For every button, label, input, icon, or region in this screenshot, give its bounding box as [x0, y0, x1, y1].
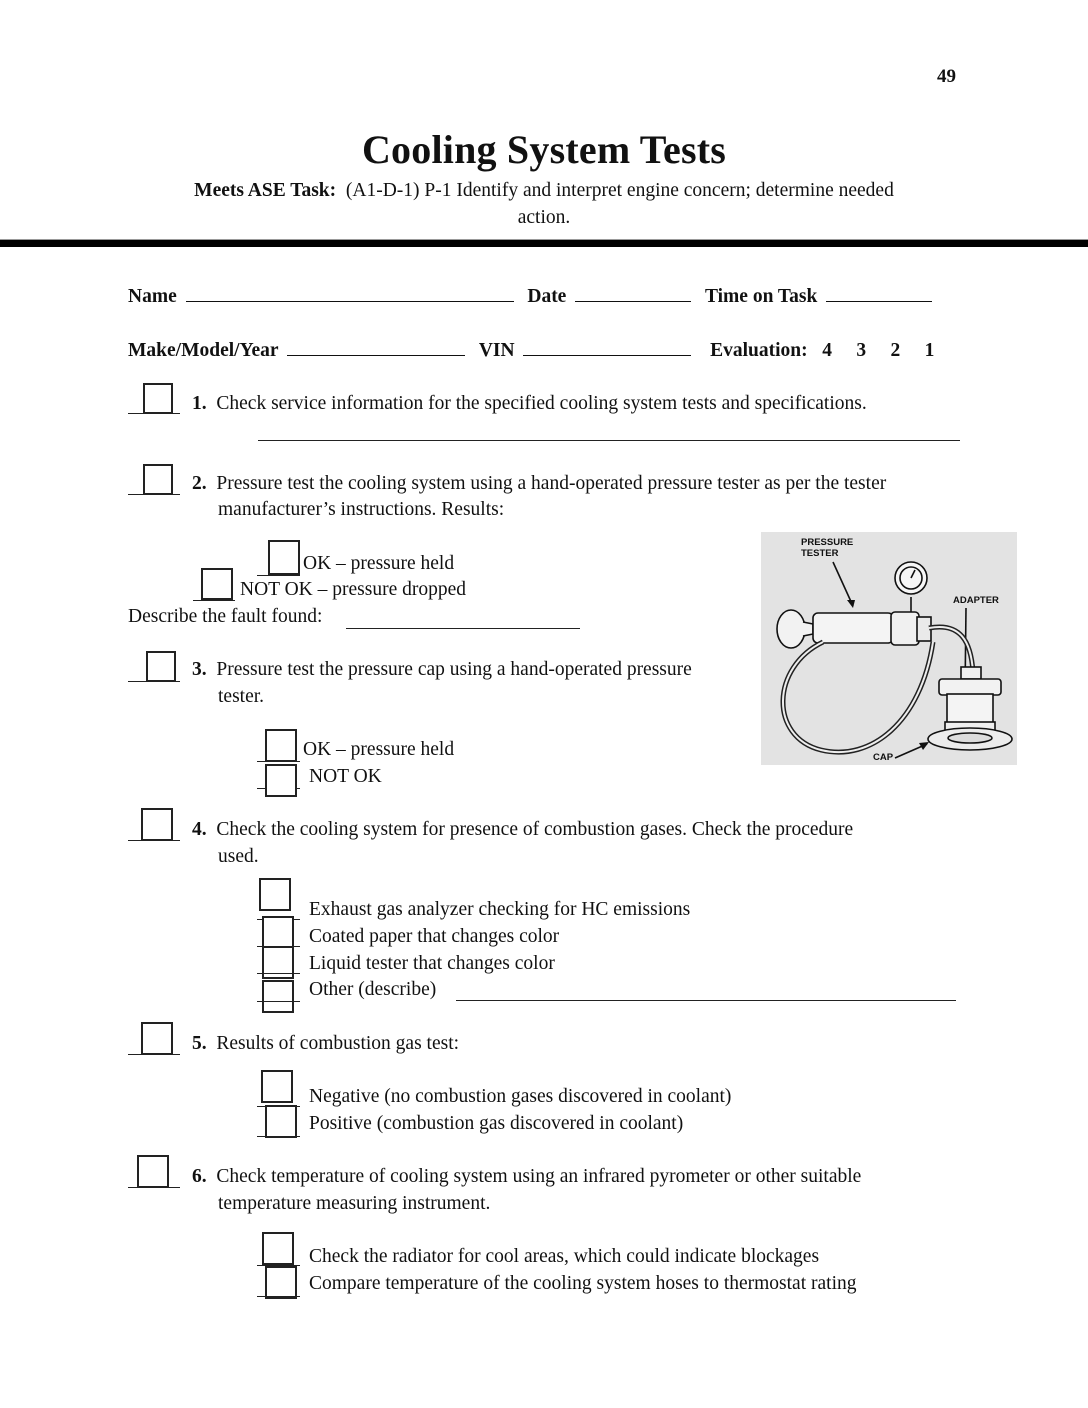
task-2-text-cont: manufacturer’s instructions. Results: [218, 499, 505, 520]
task-2-option-1-checkbox[interactable] [268, 540, 300, 575]
figure-label-adapter: ADAPTER [953, 595, 999, 606]
make-model-year-label: Make/Model/Year [128, 340, 279, 361]
page-title: Cooling System Tests [361, 127, 727, 172]
pressure-tester-figure [761, 532, 1017, 765]
pressure-tester-illustration [761, 532, 1017, 765]
time-on-task-label: Time on Task [704, 286, 818, 307]
task-5-option-2-underline [257, 1136, 300, 1137]
task-1-text: Check service information for the specified cooling system tests and specifications. [216, 393, 867, 414]
make-model-year-field[interactable] [287, 339, 465, 356]
task-1 [192, 391, 867, 417]
ase-task-label: Meets ASE Task: [194, 180, 337, 201]
info-row-2 [128, 339, 934, 362]
task-5-option-1-label: Negative (no combustion gases discovered in coolant) [309, 1086, 732, 1107]
task-5-checkbox[interactable] [141, 1022, 173, 1055]
task-3-option-1-checkbox[interactable] [265, 729, 297, 762]
task-4-text-cont: used. [218, 846, 259, 867]
task-5-option-2-label: Positive (combustion gas discovered in coolant) [309, 1113, 684, 1134]
task-5-option-2-checkbox[interactable] [265, 1105, 297, 1138]
header-divider [0, 239, 1088, 247]
ase-task-text-cont: action. [517, 207, 571, 228]
evaluation-option-3[interactable]: 3 [856, 340, 867, 361]
task-2-option-1-underline [257, 575, 300, 576]
task-4-option-1-checkbox[interactable] [259, 878, 291, 911]
ase-task [140, 177, 948, 231]
task-3-number: 3. [192, 659, 207, 680]
task-4-option-3-checkbox[interactable] [262, 946, 294, 979]
task-4-other-describe-line[interactable] [456, 1000, 956, 1001]
figure-label-pressure: PRESSURE [801, 537, 854, 548]
task-4-option-4-label: Other (describe) [309, 979, 437, 1000]
describe-fault-label: Describe the fault found: [128, 606, 323, 627]
pressure-tester-arrow [833, 562, 853, 606]
task-4-option-2-checkbox[interactable] [262, 916, 294, 949]
task-6-option-1-label: Check the radiator for cool areas, which could indicate blockages [309, 1246, 820, 1267]
task-4-text: Check the cooling system for presence of combustion gases. Check the procedure [216, 819, 854, 840]
evaluation-label: Evaluation: [710, 340, 808, 361]
evaluation-option-1[interactable]: 1 [924, 340, 935, 361]
task-6-option-2-label: Compare temperature of the cooling system hoses to thermostat rating [309, 1273, 857, 1294]
page-number: 49 [937, 66, 956, 87]
task-5-text: Results of combustion gas test: [216, 1033, 460, 1054]
task-3 [192, 657, 692, 683]
task-3-text: Pressure test the pressure cap using a hand-operated pressure [216, 659, 692, 680]
task-4-option-3-label: Liquid tester that changes color [309, 953, 555, 974]
task-2 [192, 471, 886, 497]
describe-fault-line[interactable] [346, 628, 580, 629]
task-6-number: 6. [192, 1166, 207, 1187]
task-4-option-4-underline [257, 1001, 300, 1002]
task-6-option-2-underline [257, 1296, 300, 1297]
task-3-option-2-label: NOT OK [309, 766, 382, 787]
ase-task-text: (A1-D-1) P-1 Identify and interpret engine concern; determine needed [345, 180, 894, 201]
task-6-option-1-checkbox[interactable] [262, 1232, 294, 1265]
task-6-text-cont: temperature measuring instrument. [218, 1193, 491, 1214]
figure-label-tester: TESTER [801, 548, 839, 559]
task-2-option-1-label: OK – pressure held [303, 553, 455, 574]
task-5-option-1-checkbox[interactable] [261, 1070, 293, 1103]
task-2-option-2-underline [193, 600, 235, 601]
task-5-number: 5. [192, 1033, 207, 1054]
task-4-option-3-underline [257, 973, 300, 974]
date-field[interactable] [575, 285, 691, 302]
date-label: Date [527, 286, 567, 307]
task-2-text: Pressure test the cooling system using a hand-operated pressure tester as per the tester [216, 473, 887, 494]
task-4 [192, 817, 853, 843]
name-label: Name [128, 286, 177, 307]
task-3-text-cont: tester. [218, 686, 265, 707]
time-on-task-field[interactable] [826, 285, 932, 302]
task-5 [192, 1031, 459, 1057]
vin-field[interactable] [523, 339, 691, 356]
task-4-number: 4. [192, 819, 207, 840]
task-3-checkbox[interactable] [146, 651, 176, 682]
task-2-option-2-label: NOT OK – pressure dropped [240, 579, 467, 600]
task-1-answer-line[interactable] [258, 440, 960, 441]
task-3-option-2-checkbox[interactable] [265, 764, 297, 797]
task-4-option-1-label: Exhaust gas analyzer checking for HC emissions [309, 899, 691, 920]
task-6-checkbox[interactable] [137, 1155, 169, 1188]
task-2-number: 2. [192, 473, 207, 494]
task-6 [192, 1164, 861, 1190]
vin-label: VIN [478, 340, 515, 361]
task-1-number: 1. [192, 393, 207, 414]
task-3-option-1-label: OK – pressure held [303, 739, 455, 760]
task-1-checkbox[interactable] [143, 383, 173, 414]
task-6-text: Check temperature of cooling system using an infrared pyrometer or other suitable [216, 1166, 862, 1187]
evaluation-option-2[interactable]: 2 [890, 340, 901, 361]
evaluation-option-4[interactable]: 4 [822, 340, 832, 361]
task-4-checkbox[interactable] [141, 808, 173, 841]
name-field[interactable] [186, 285, 514, 302]
task-2-option-2-checkbox[interactable] [201, 568, 233, 600]
task-4-option-4-checkbox[interactable] [262, 980, 294, 1013]
info-row-1 [128, 285, 936, 308]
figure-label-cap: CAP [873, 752, 894, 763]
task-4-option-2-label: Coated paper that changes color [309, 926, 560, 947]
task-2-checkbox[interactable] [143, 464, 173, 495]
task-6-option-2-checkbox[interactable] [265, 1266, 297, 1299]
